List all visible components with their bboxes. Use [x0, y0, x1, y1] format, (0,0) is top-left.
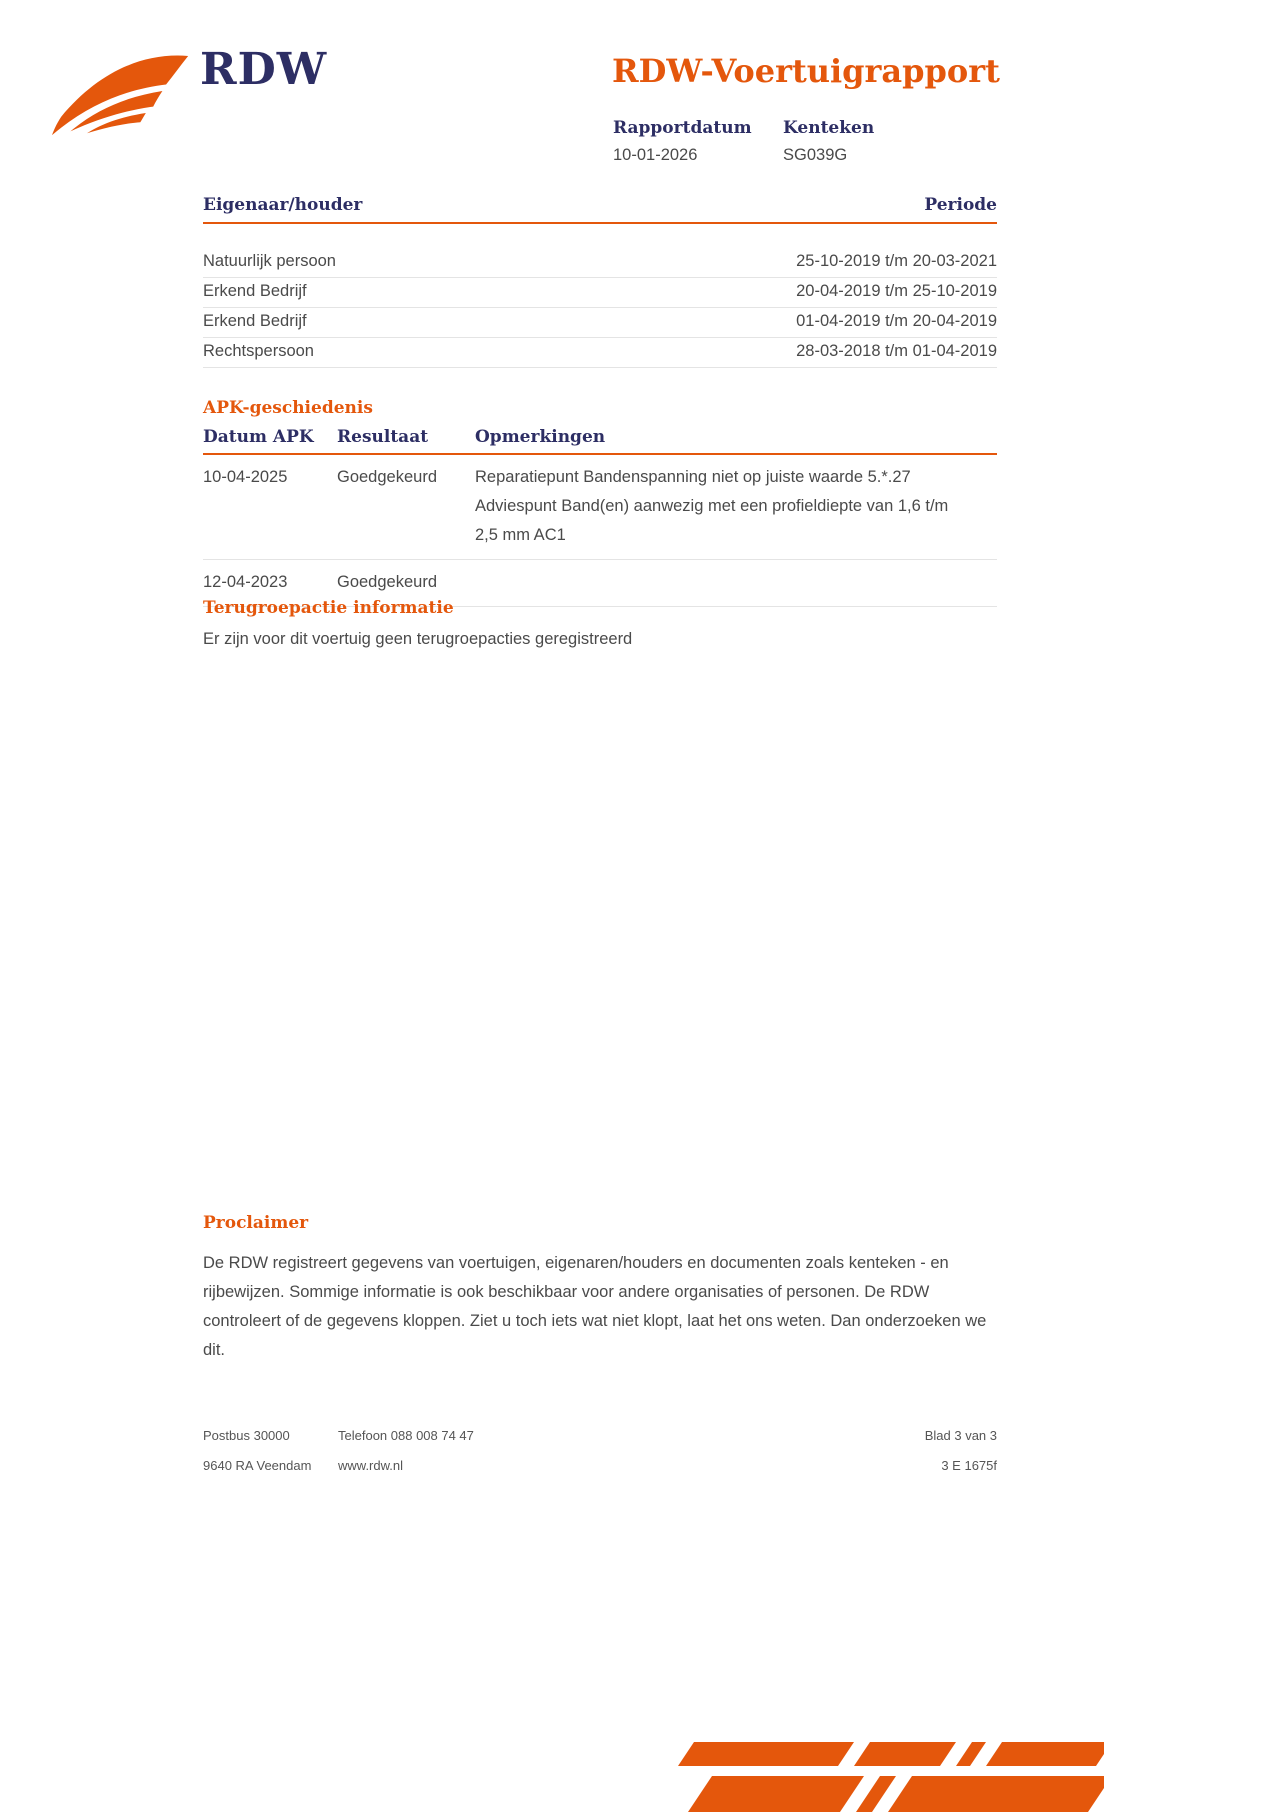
owner-table	[203, 248, 997, 368]
footer-form-code: 3 E 1675f	[941, 1458, 997, 1473]
table-row	[203, 278, 997, 308]
table-row	[203, 248, 997, 278]
apk-datum: 10-04-2025	[203, 468, 288, 486]
owner-section	[203, 195, 997, 368]
page-footer	[203, 1428, 997, 1473]
proclaimer-section	[203, 1213, 997, 1365]
period-heading: Periode	[924, 195, 997, 215]
column-header-resultaat: Resultaat	[337, 427, 429, 447]
apk-resultaat: Goedgekeurd	[337, 468, 437, 486]
page-title: RDW-Voertuigrapport	[612, 52, 1000, 90]
report-meta	[613, 118, 953, 165]
apk-section-heading: APK-geschiedenis	[203, 398, 373, 418]
table-row	[203, 338, 997, 368]
owner-period: 20-04-2019 t/m 25-10-2019	[796, 282, 997, 300]
footer-phone: Telefoon 088 008 74 47	[338, 1428, 474, 1443]
kenteken-block	[783, 118, 953, 165]
owner-name: Erkend Bedrijf	[203, 312, 307, 330]
footer-city: 9640 RA Veendam	[203, 1458, 312, 1473]
rdw-logo-text: RDW	[200, 44, 328, 95]
owner-name: Natuurlijk persoon	[203, 252, 336, 270]
proclaimer-text: De RDW registreert gegevens van voertuigen, eigenaren/houders en documenten zoals kenteken - en rijbewijzen. Sommige informatie is ook beschikbaar voor andere organisaties of personen. De RDW controleert of de gegevens kloppen. Ziet u toch iets wat niet klopt, laat het ons weten. Dan onderzoeken we dit.	[203, 1254, 987, 1359]
recall-text: Er zijn voor dit voertuig geen terugroepacties geregistreerd	[203, 630, 633, 648]
owner-name: Erkend Bedrijf	[203, 282, 307, 300]
table-row	[203, 308, 997, 338]
rdw-logo-swoosh-icon	[52, 52, 190, 145]
table-row	[203, 455, 997, 560]
apk-history-section	[203, 398, 997, 607]
apk-opmerkingen	[475, 568, 997, 597]
remark-line: 2,5 mm AC1	[475, 526, 566, 544]
owner-period: 28-03-2018 t/m 01-04-2019	[796, 342, 997, 360]
column-header-datum: Datum APK	[203, 427, 314, 447]
apk-opmerkingen	[475, 463, 997, 550]
footer-page-indicator: Blad 3 van 3	[924, 1428, 997, 1443]
recall-section-heading: Terugroepactie informatie	[203, 598, 454, 618]
remark-line: Adviespunt Band(en) aanwezig met een profieldiepte van 1,6 t/m	[475, 497, 949, 515]
rapportdatum-value: 10-01-2026	[613, 146, 698, 164]
apk-resultaat: Goedgekeurd	[337, 573, 437, 591]
owner-heading: Eigenaar/houder	[203, 195, 363, 215]
owner-table-header	[203, 195, 997, 224]
owner-name: Rechtspersoon	[203, 342, 314, 360]
proclaimer-heading: Proclaimer	[203, 1213, 309, 1233]
remark-line: Reparatiepunt Bandenspanning niet op juiste waarde 5.*.27	[475, 468, 911, 486]
owner-period: 25-10-2019 t/m 20-03-2021	[796, 252, 997, 270]
apk-datum: 12-04-2023	[203, 573, 288, 591]
rapportdatum-block	[613, 118, 783, 165]
kenteken-value: SG039G	[783, 146, 848, 164]
kenteken-label: Kenteken	[783, 118, 875, 138]
rapportdatum-label: Rapportdatum	[613, 118, 752, 138]
footer-website: www.rdw.nl	[338, 1458, 404, 1473]
footer-postbus: Postbus 30000	[203, 1428, 290, 1443]
column-header-opmerkingen: Opmerkingen	[475, 427, 606, 447]
rdw-stripes-decor-icon	[664, 1742, 1104, 1812]
apk-table-header	[203, 427, 997, 455]
recall-section	[203, 598, 997, 649]
owner-period: 01-04-2019 t/m 20-04-2019	[796, 312, 997, 330]
